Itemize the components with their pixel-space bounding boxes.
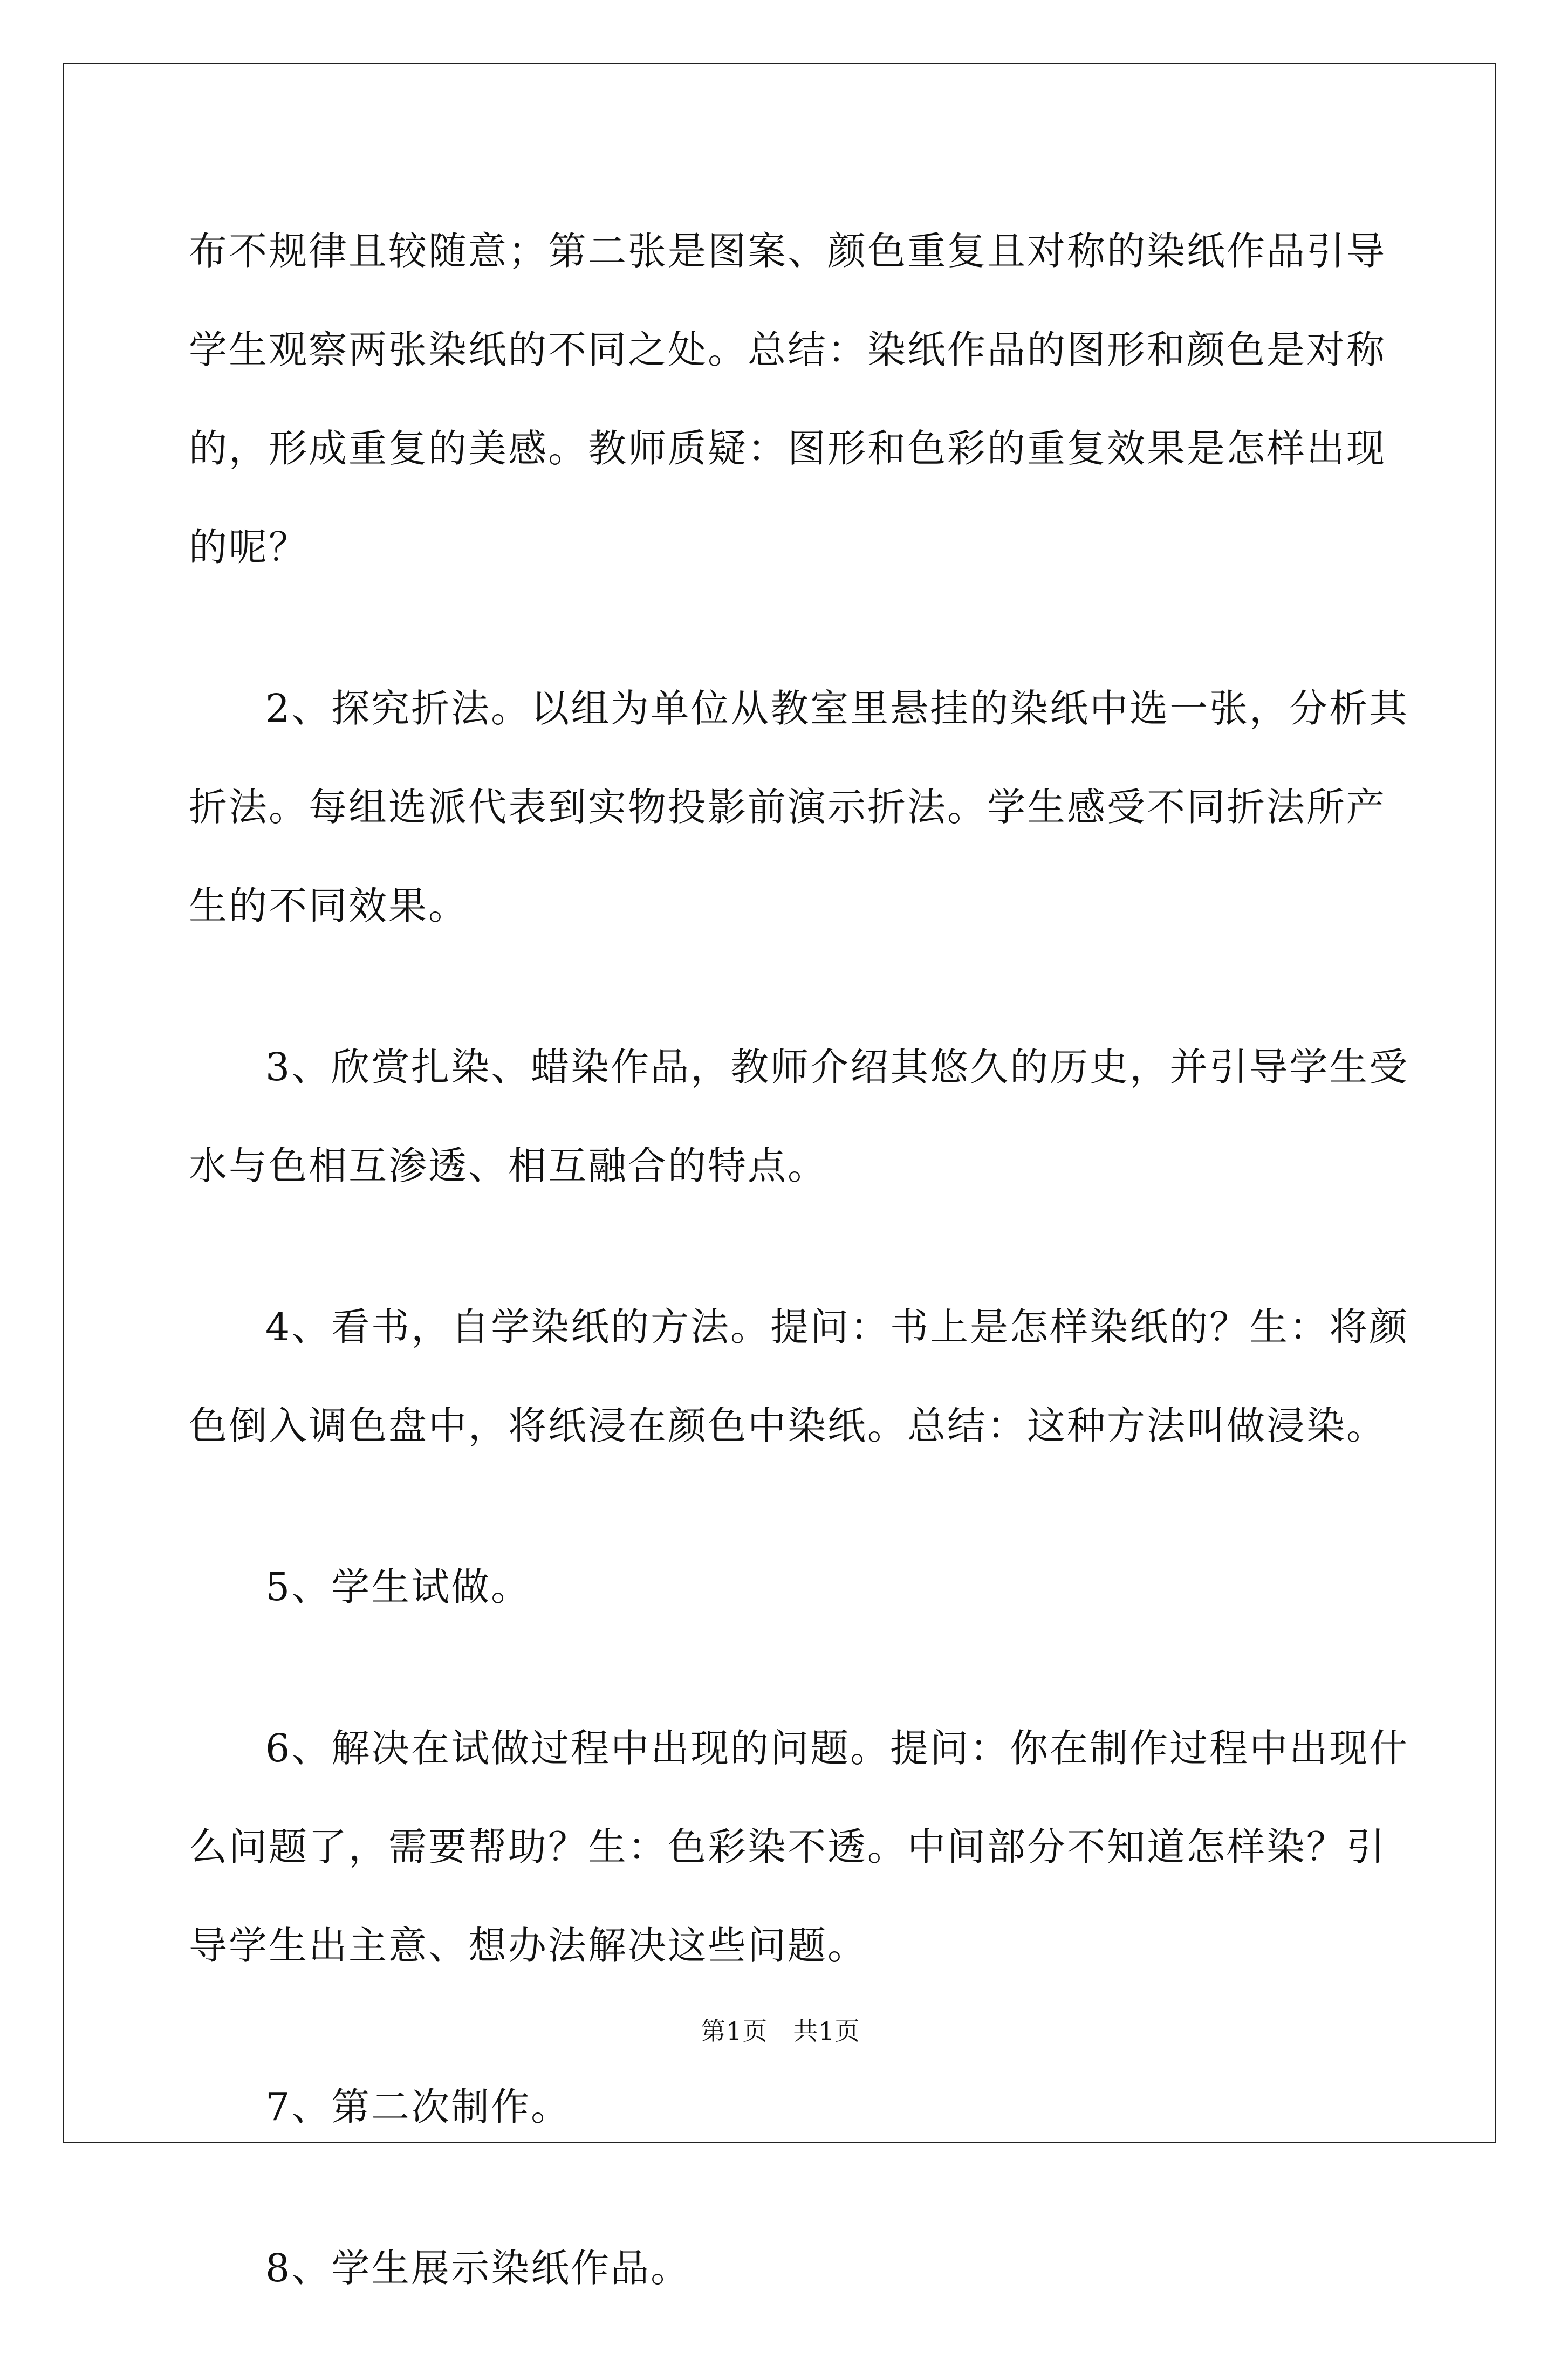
- text-line: 布不规律且较随意；第二张是图案、颜色重复且对称的染纸作品引导: [189, 229, 1387, 273]
- paragraph: [189, 1538, 1367, 1636]
- paragraph: [189, 1699, 1409, 1995]
- paragraph: [189, 1278, 1409, 1475]
- text-line: 7、第二次制作。: [265, 2084, 571, 2129]
- text-line: 5、学生试做。: [265, 1565, 531, 1609]
- paragraph: [189, 1018, 1409, 1215]
- text-line: 生的不同效果。: [189, 883, 469, 928]
- text-line: 6、解决在试做过程中出现的问题。提问：你在制作过程中出现什: [265, 1726, 1409, 1771]
- paragraph: [189, 659, 1409, 955]
- text-line: 2、探究折法。以组为单位从教室里悬挂的染纸中选一张，分析其: [265, 686, 1409, 731]
- text-line: 么问题了，需要帮助？生：色彩染不透。中间部分不知道怎样染？引: [189, 1825, 1387, 1869]
- document-body: [189, 202, 1409, 2380]
- text-line: 水与色相互渗透、相互融合的特点。: [189, 1143, 828, 1188]
- text-line: 色倒入调色盘中，将纸浸在颜色中染纸。总结：这种方法叫做浸染。: [189, 1403, 1387, 1448]
- text-line: 折法。每组选派代表到实物投影前演示折法。学生感受不同折法所产: [189, 785, 1387, 829]
- text-line: 8、学生展示染纸作品。: [265, 2246, 691, 2290]
- text-line: 的呢？: [189, 525, 309, 570]
- text-line: 学生观察两张染纸的不同之处。总结：染纸作品的图形和颜色是对称: [189, 327, 1387, 372]
- paragraph: [189, 202, 1387, 596]
- text-line: 4、看书，自学染纸的方法。提问：书上是怎样染纸的？生：将颜: [265, 1305, 1409, 1349]
- text-line: 3、欣赏扎染、蜡染作品，教师介绍其悠久的历史，并引导学生受: [265, 1045, 1409, 1089]
- page-number-footer: 第1页 共1页: [701, 2017, 860, 2046]
- paragraph: [189, 2219, 1367, 2317]
- paragraph: [189, 2057, 1367, 2156]
- text-line: 导学生出主意、想办法解决这些问题。: [189, 1923, 868, 1968]
- text-line: 的，形成重复的美感。教师质疑：图形和色彩的重复效果是怎样出现: [189, 426, 1387, 471]
